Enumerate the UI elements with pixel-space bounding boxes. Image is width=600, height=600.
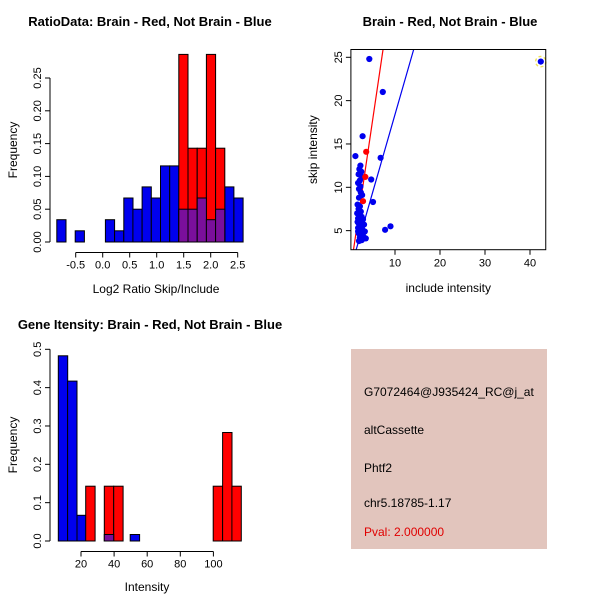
svg-text:0.5: 0.5 bbox=[32, 341, 44, 357]
probe-id-text: G7072464@J935424_RC@j_at bbox=[364, 385, 534, 399]
svg-text:40: 40 bbox=[523, 257, 537, 270]
panel-gene-intensity-histogram bbox=[0, 300, 300, 600]
svg-text:0.5: 0.5 bbox=[122, 259, 138, 272]
svg-text:30: 30 bbox=[478, 257, 492, 270]
svg-text:0.0: 0.0 bbox=[95, 259, 111, 272]
svg-text:0.20: 0.20 bbox=[32, 100, 44, 122]
ratio-histogram-title: RatioData: Brain - Red, Not Brain - Blue bbox=[28, 14, 272, 29]
gene-intensity-histogram-title: Gene Itensity: Brain - Red, Not Brain - Blue bbox=[17, 317, 283, 332]
svg-text:60: 60 bbox=[141, 558, 154, 571]
svg-text:20: 20 bbox=[74, 558, 88, 571]
splice-event-type-text: altCassette bbox=[364, 423, 425, 437]
svg-text:10: 10 bbox=[332, 181, 345, 194]
svg-text:15: 15 bbox=[332, 137, 345, 151]
intensity-scatter-plot bbox=[300, 0, 600, 300]
gene-intensity-histogram-plot bbox=[0, 300, 300, 600]
ratio-histogram-plot bbox=[0, 0, 300, 300]
svg-text:1.0: 1.0 bbox=[149, 259, 165, 272]
svg-text:0.0: 0.0 bbox=[32, 533, 44, 549]
svg-text:40: 40 bbox=[107, 558, 121, 571]
svg-text:include intensity: include intensity bbox=[405, 281, 492, 295]
svg-text:0.3: 0.3 bbox=[32, 418, 45, 434]
svg-text:0.1: 0.1 bbox=[32, 495, 44, 511]
svg-text:0.4: 0.4 bbox=[32, 379, 44, 396]
svg-text:Intensity: Intensity bbox=[124, 580, 170, 594]
svg-text:5: 5 bbox=[332, 227, 345, 234]
svg-text:0.25: 0.25 bbox=[32, 67, 44, 89]
svg-text:20: 20 bbox=[433, 257, 447, 270]
intensity-scatter-title: Brain - Red, Not Brain - Blue bbox=[362, 14, 538, 29]
svg-text:80: 80 bbox=[174, 558, 187, 571]
svg-text:10: 10 bbox=[388, 257, 402, 270]
svg-text:2.0: 2.0 bbox=[203, 259, 219, 272]
svg-text:0.15: 0.15 bbox=[32, 132, 44, 155]
svg-text:Frequency: Frequency bbox=[6, 121, 20, 179]
svg-text:Log2 Ratio Skip/Include: Log2 Ratio Skip/Include bbox=[92, 282, 220, 296]
genomic-location-text: chr5.18785-1.17 bbox=[364, 496, 452, 510]
panel-intensity-scatter bbox=[300, 0, 600, 300]
svg-text:25: 25 bbox=[332, 51, 345, 64]
svg-text:Frequency: Frequency bbox=[6, 416, 20, 474]
gene-symbol-text: Phtf2 bbox=[364, 461, 393, 475]
svg-text:0.2: 0.2 bbox=[32, 456, 44, 472]
svg-text:2.5: 2.5 bbox=[230, 259, 246, 272]
svg-text:20: 20 bbox=[332, 94, 345, 107]
svg-text:0.10: 0.10 bbox=[32, 165, 44, 188]
svg-text:skip intensity: skip intensity bbox=[306, 115, 320, 184]
svg-text:0.05: 0.05 bbox=[32, 198, 44, 220]
panel-ratio-histogram bbox=[0, 0, 300, 300]
svg-text:0.00: 0.00 bbox=[32, 231, 44, 253]
pval-text: Pval: 2.000000 bbox=[364, 525, 445, 539]
svg-text:-0.5: -0.5 bbox=[66, 259, 86, 272]
gene-info-box bbox=[351, 349, 547, 549]
svg-text:1.5: 1.5 bbox=[176, 259, 192, 272]
panel-gene-info bbox=[300, 300, 600, 600]
svg-text:100: 100 bbox=[204, 558, 223, 571]
